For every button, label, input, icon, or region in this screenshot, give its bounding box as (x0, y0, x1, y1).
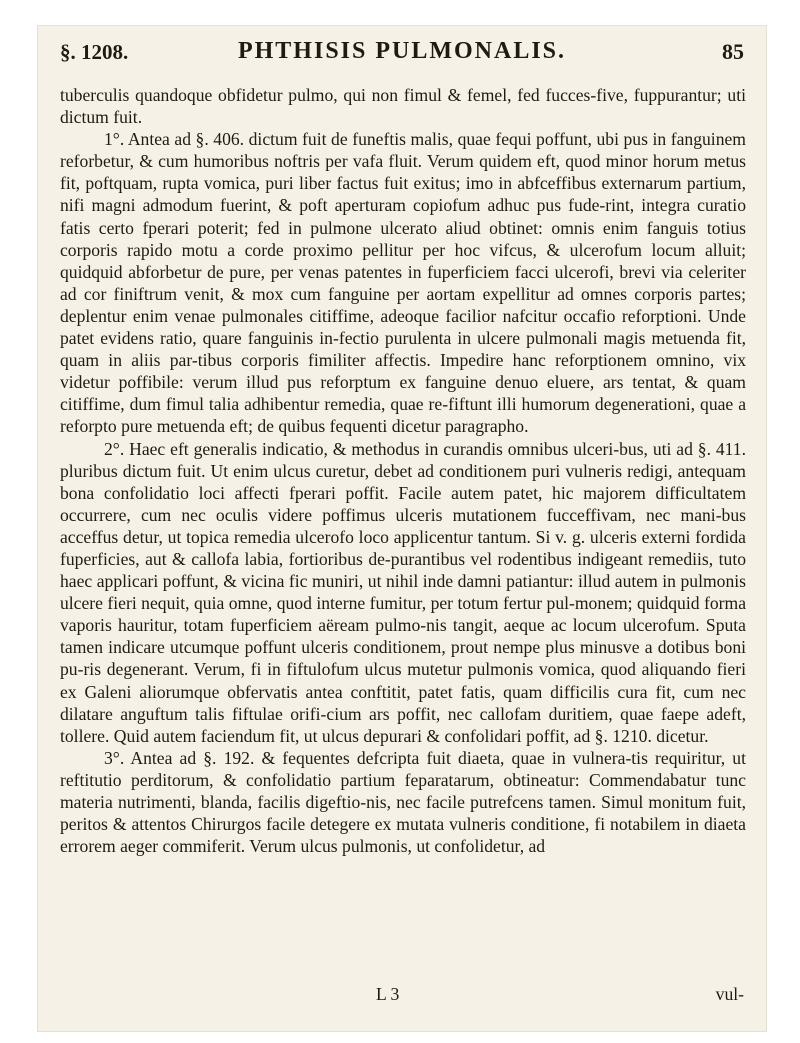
paragraph-one: 1°. Antea ad §. 406. dictum fuit de funeftis malis, quae fequi poffunt, ubi pus in fanguinem reforbetur, & cum humoribus noftris per vafa fluit. Verum quidem eft, quod minor horum metus fit, poftquam, rupta vomica, puri liber factus fuit exitus; imo in abfceffibus externarum partium, nifi magni admodum fuerint, & poft aperturam copiofum adhuc pus fude-rint, integra curatio fatis certo fperari poterit; fed in pulmone ulcerato aliud obtinet: omnis enim fanguis totius corporis rapido motu a corde proximo pellitur per hoc vifcus, & ulcerofum locum alluit; quidquid abforbetur de pure, per venas patentes in fuperficiem facci ulcerofi, brevi via celeriter ad cor finiftrum venit, & mox cum fanguine per aortam expellitur ad omnes corporis partes; deplentur enim venae pulmonales citiffime, adeoque facilior nafcitur occafio reforptioni. Unde patet evidens ratio, quare fanguinis in-fectio purulenta in ulcere pulmonali magis metuenda fit, quam in aliis par-tibus corporis fimiliter affectis. Impedire hanc reforptionem omnino, vix videtur poffibile: verum illud pus reforptum ex fanguine denuo eluere, ars tentat, & quam citiffime, dum fimul talia adhibentur remedia, quae re-fiftunt illi humorum degenerationi, quae a reforpto pure metuenda eft; de quibus fequenti dicetur paragrapho. (60, 129, 746, 437)
catchword: vul- (715, 984, 744, 1004)
paragraph-three: 3°. Antea ad §. 192. & fequentes defcripta fuit diaeta, quae in vulnera-tis requiritur, ut reftitutio perditorum, & confolidatio partium feparatarum, obtineatur: Commendabatur tunc materia nutrimenti, blanda, facilis digeftio-nis, nec facile putrefcens tamen. Simul monitum fuit, peritos & attentos Chirurgos facile detegere ex mutata vulneris conditione, fi notabilem in diaeta errorem aeger commiferit. Verum ulcus pulmonis, ut confolidetur, ad (60, 747, 746, 857)
running-title: PHTHISIS PULMONALIS. (237, 38, 567, 64)
paragraph-two: 2°. Haec eft generalis indicatio, & methodus in curandis omnibus ulceri-bus, uti ad §. 411. pluribus dictum fuit. Ut enim ulcus curetur, debet ad conditionem puri vulneris redigi, antequam bona confolidatio loci affecti fperari poffit. Facile autem patet, hic majorem difficultatem occurrere, cum nec oculis videre poffimus ulceris mutationem fucceffivam, nec mani-bus acceffus detur, ut topica remedia ulcerofo loco applicentur tantum. Si v. g. ulceris externi fordida fuperficies, aut & callofa labia, fortioribus de-purantibus vel rodentibus indigeant remediis, tuto haec applicari poffunt, & vicina fic muniri, ut nihil inde damni patiantur: illud autem in pulmonis ulcere fieri nequit, quia omne, quod interne fumitur, per totum fertur pul-monem; quidquid forma vaporis hauritur, totam fuperficiem aëream pulmo-nis tangit, aeque ac locum ulcerofum. Sputa tamen indicare utcumque poffunt ulceris conditionem, prout nempe plus minusve a dotibus boni pu-ris degenerant. Verum, fi in fiftulofum ulcus mutetur pulmonis vomica, quod aliquando fieri ex Galeni aliorumque obfervatis antea conftitit, patet fatis, quam difficilis cura fit, cum nec dilatare anguftum talis fiftulae orifi-cium ars poffit, nec callofam duritiem, quae faepe adeft, tollere. Quid autem faciendum fit, ut ulcus depurari & confolidari poffit, ad §. 1210. dicetur. (60, 438, 746, 746)
body-text (60, 84, 746, 857)
running-header (60, 36, 744, 70)
paragraph-continuation: tuberculis quandoque obfidetur pulmo, qui non fimul & femel, fed fucces-five, fuppurantur; uti dictum fuit. (60, 85, 746, 128)
signature-mark: L 3 (376, 984, 400, 1004)
book-page (38, 26, 766, 1031)
page-number: 85 (722, 39, 744, 64)
section-number: §. 1208. (60, 40, 129, 64)
